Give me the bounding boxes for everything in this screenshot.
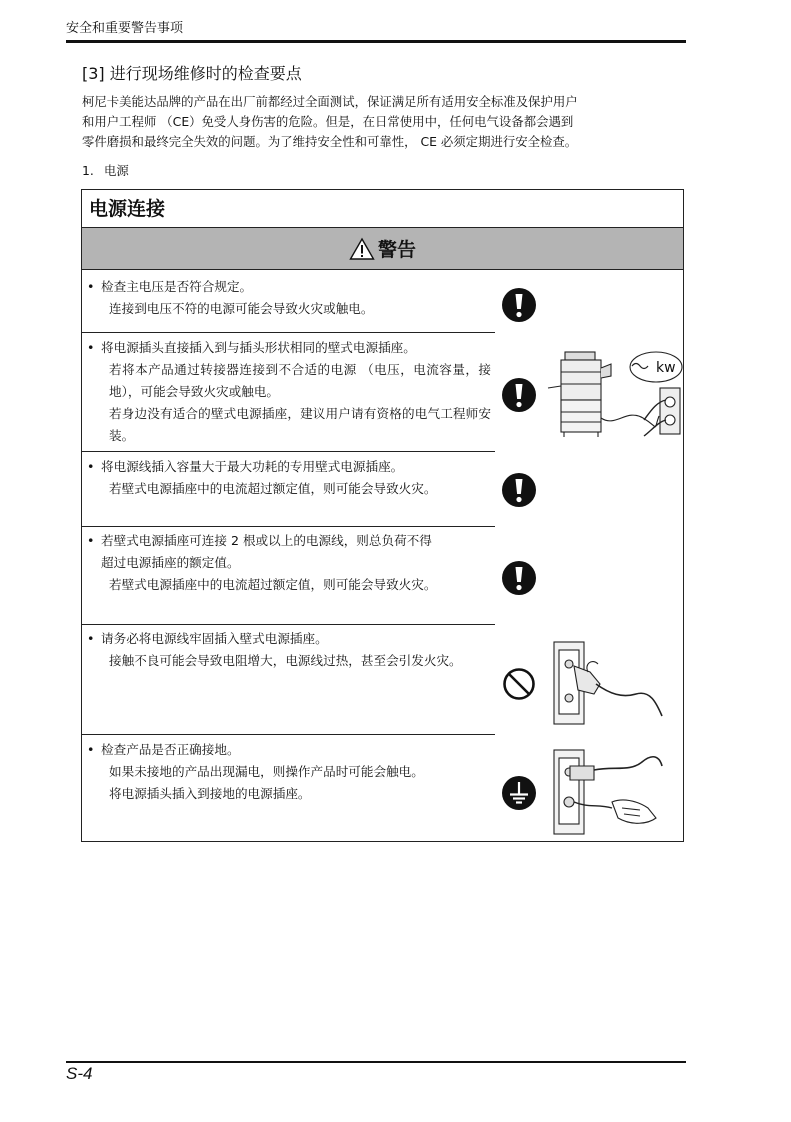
item-lead: 检查产品是否正确接地。 <box>101 742 240 757</box>
mandatory-action-icon <box>501 377 537 413</box>
intro-line: 柯尼卡美能达品牌的产品在出厂前都经过全面测试，保证满足所有适用安全标准及保护用户 <box>82 94 578 109</box>
bullet: • <box>87 340 95 355</box>
grounded-plug-illustration <box>552 746 664 838</box>
item-detail: 如果未接地的产品出现漏电，则操作产品时可能会触电。 <box>109 764 424 779</box>
bullet: • <box>87 631 95 646</box>
list-item <box>82 456 495 500</box>
list-item <box>82 276 495 320</box>
item-lead: 检查主电压是否符合规定。 <box>101 279 253 294</box>
sub-heading <box>82 162 129 180</box>
item-detail: 若壁式电源插座中的电流超过额定值，则可能会导致火灾。 <box>109 577 437 592</box>
item-detail: 连接到电压不符的电源可能会导致火灾或触电。 <box>109 301 374 316</box>
item-detail: 若壁式电源插座中的电流超过额定值，则可能会导致火灾。 <box>109 481 437 496</box>
header-rule <box>66 40 686 43</box>
item-detail: 若身边没有适合的壁式电源插座，建议用户请有资格的电气工程师安装。 <box>109 406 491 443</box>
power-connection-box <box>81 189 684 842</box>
bullet: • <box>87 533 95 548</box>
copier-outlet-illustration <box>544 348 684 440</box>
mandatory-action-icon <box>501 472 537 508</box>
warning-band <box>82 228 683 270</box>
mandatory-action-icon <box>501 287 537 323</box>
section-title: [3] 进行现场维修时的检查要点 <box>82 64 302 83</box>
warning-label: 警告 <box>377 239 416 261</box>
box-title: 电源连接 <box>82 190 683 228</box>
list-item <box>82 337 495 447</box>
row-divider <box>82 734 495 735</box>
bullet: • <box>87 459 95 474</box>
row-divider <box>82 526 495 527</box>
plug-socket-illustration <box>552 634 664 726</box>
list-item <box>82 628 495 672</box>
page-header: 安全和重要警告事项 <box>66 21 184 36</box>
item-lead-continued: 超过电源插座的额定值。 <box>101 555 240 570</box>
kw-label: kw <box>656 360 676 376</box>
page-number: S-4 <box>66 1064 93 1083</box>
bullet: • <box>87 742 95 757</box>
item-lead: 将电源插头直接插入到与插头形状相同的壁式电源插座。 <box>101 340 416 355</box>
list-item <box>82 739 495 805</box>
sub-heading-label: 电源 <box>104 163 129 178</box>
prohibition-icon <box>502 667 536 701</box>
item-detail: 接触不良可能会导致电阻增大，电源线过热，甚至会引发火灾。 <box>109 653 462 668</box>
intro-line: 零件磨损和最终完全失效的问题。为了维持安全性和可靠性， CE 必须定期进行安全检查。 <box>82 134 578 149</box>
intro-line: 和用户工程师 （CE）免受人身伤害的危险。但是，在日常使用中，任何电气设备都会遇到 <box>82 114 574 129</box>
item-lead: 将电源线插入容量大于最大功耗的专用壁式电源插座。 <box>101 459 404 474</box>
footer-rule <box>66 1061 686 1063</box>
item-detail: 若将本产品通过转接器连接到不合适的电源 （电压，电流容量，接地），可能会导致火灾或触电。 <box>109 362 491 399</box>
ground-icon <box>501 775 537 811</box>
row-divider <box>82 332 495 333</box>
intro-paragraph <box>82 92 688 152</box>
mandatory-action-icon <box>501 560 537 596</box>
sub-heading-number: 1. <box>82 163 94 178</box>
bullet: • <box>87 279 95 294</box>
row-divider <box>82 624 495 625</box>
warning-triangle-icon <box>349 237 375 261</box>
list-item <box>82 530 495 596</box>
item-detail: 将电源插头插入到接地的电源插座。 <box>109 786 311 801</box>
row-divider <box>82 451 495 452</box>
item-lead: 若壁式电源插座可连接 2 根或以上的电源线，则总负荷不得 <box>101 533 432 548</box>
item-lead: 请务必将电源线牢固插入壁式电源插座。 <box>101 631 328 646</box>
